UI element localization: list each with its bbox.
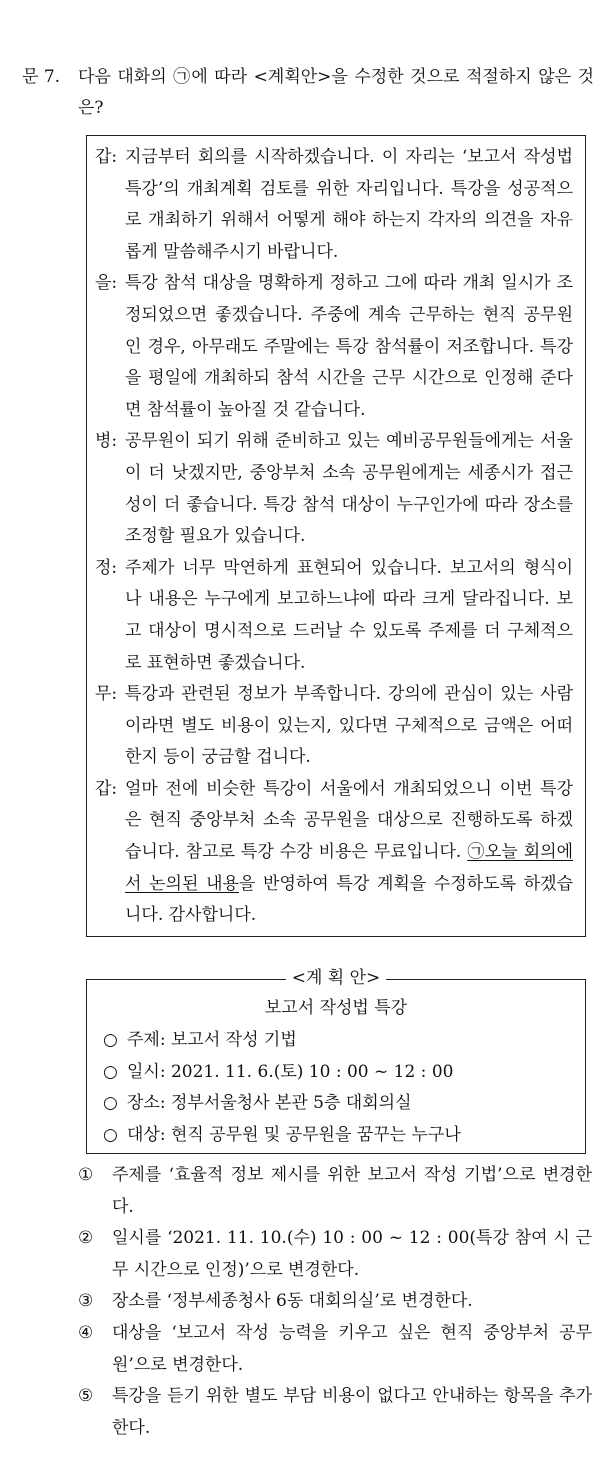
plan-item [103, 1057, 575, 1089]
question-header [22, 62, 594, 124]
speaker-label: 을: [95, 273, 118, 294]
dialogue-box [86, 135, 586, 937]
dialogue-turn [95, 142, 573, 268]
plan-items [103, 1025, 575, 1151]
dialogue-turn [95, 268, 573, 426]
plan-heading-text: <계 획 안> [286, 968, 387, 988]
plan-item-text: 장소: 정부서울청사 본관 5층 대회의실 [127, 1093, 412, 1113]
plan-heading [87, 966, 585, 990]
underlined-phrase: ㉠오늘 회의에서 논의된 내용 [125, 842, 574, 894]
dialogue-turn [95, 426, 573, 552]
option-text: 일시를 ‘2021. 11. 10.(수) 10 : 00 ~ 12 : 00(특강 참여 시 근무 시간으로 인정)’으로 변경한다. [112, 1228, 592, 1280]
speech-text-part: 얼마 전에 비슷한 특강이 서울에서 개최되었으니 이번 특강은 현직 중앙부처 소속 공무원을 대상으로 진행하도록 하겠습니다. 참고로 특강 수강 비용은 무료입니다. [125, 778, 573, 863]
option-marker: ④ [78, 1322, 94, 1343]
plan-item-text: 일시: 2021. 11. 6.(토) 10 : 00 ~ 12 : 00 [127, 1061, 454, 1082]
plan-item-text: 주제: 보고서 작성 기법 [127, 1030, 297, 1050]
dialogue-turn [95, 774, 573, 932]
answer-option-5[interactable] [78, 1381, 592, 1444]
option-text: 대상을 ‘보고서 작성 능력을 키우고 싶은 현직 중앙부처 공무원’으로 변경한다. [112, 1322, 592, 1375]
option-marker: ⑤ [78, 1386, 94, 1407]
speech-text: 특강 참석 대상을 명확하게 정하고 그에 따라 개최 일시가 조정되었으면 좋겠습니다. 주중에 계속 근무하는 현직 공무원인 경우, 아무래도 주말에는 특강 참석률이 저조합니다. 특강을 평일에 개최하되 참석 시간을 근무 시간으로 인정해 준다면 참석률이 높아질 것 같습니다. [125, 273, 573, 420]
option-marker: ① [78, 1165, 94, 1185]
option-marker: ③ [78, 1291, 94, 1312]
answer-option-2[interactable] [78, 1223, 592, 1286]
bullet-icon: ○ [103, 1124, 118, 1145]
speaker-label: 정: [95, 557, 118, 578]
speaker-label: 갑: [95, 147, 118, 167]
plan-title: 보고서 작성법 특강 [264, 998, 408, 1018]
speaker-label: 갑: [95, 778, 118, 799]
bullet-icon: ○ [103, 1030, 118, 1050]
speaker-label: 무: [95, 684, 118, 705]
speech-text: 주제가 너무 막연하게 표현되어 있습니다. 보고서의 형식이나 내용은 누구에게 보고하느냐에 따라 크게 달라집니다. 보고 대상이 명시적으로 드러날 수 있도록 주제를 더 구체적으로 표현하면 좋겠습니다. [125, 557, 573, 673]
dialogue-turn [95, 679, 573, 774]
dialogue-turn [95, 553, 573, 679]
speech-text: 특강과 관련된 정보가 부족합니다. 강의에 관심이 있는 사람이라면 별도 비용이 있는지, 있다면 구체적으로 금액은 어떠한지 등이 궁금할 겁니다. [125, 684, 573, 768]
speaker-label: 병: [95, 431, 118, 452]
answer-option-3[interactable] [78, 1286, 592, 1318]
bullet-icon: ○ [103, 1061, 118, 1082]
plan-item [103, 1120, 575, 1152]
option-marker: ② [78, 1228, 94, 1249]
answer-option-1[interactable] [78, 1160, 592, 1223]
answer-option-4[interactable] [78, 1318, 592, 1381]
speech-text: 공무원이 되기 위해 준비하고 있는 예비공무원들에게는 서울이 더 낫겠지만, 중앙부처 소속 공무원에게는 세종시가 접근성이 더 좋습니다. 특강 참석 대상이 누구인가에 따라 장소를 조정할 필요가 있습니다. [125, 431, 573, 547]
question-text: 다음 대화의 ㉠에 따라 <계획안>을 수정한 것으로 적절하지 않은 것은? [78, 67, 594, 118]
plan-item [103, 1088, 575, 1120]
question-number: 문 7. [22, 67, 61, 87]
speech-text [125, 774, 573, 932]
bullet-icon: ○ [103, 1093, 118, 1113]
option-text: 장소를 ‘정부세종청사 6동 대회의실’로 변경한다. [112, 1291, 473, 1312]
plan-item [103, 1025, 575, 1057]
speech-text: 지금부터 회의를 시작하겠습니다. 이 자리는 ‘보고서 작성법 특강’의 개최계획 검토를 위한 자리입니다. 특강을 성공적으로 개최하기 위해서 어떻게 해야 하는지 각자의 의견을 자유롭게 말씀해주시기 바랍니다. [125, 147, 573, 262]
plan-box [86, 968, 586, 1154]
question [22, 62, 594, 124]
speech-text-part: 을 반영하여 특강 계획을 수정하도록 하겠습니다. 감사합니다. [125, 873, 573, 926]
plan-item-text: 대상: 현직 공무원 및 공무원을 꿈꾸는 누구나 [127, 1124, 461, 1145]
answer-options [78, 1160, 592, 1444]
option-text: 특강을 듣기 위한 별도 부담 비용이 없다고 안내하는 항목을 추가한다. [112, 1386, 592, 1438]
option-text: 주제를 ‘효율적 정보 제시를 위한 보고서 작성 기법’으로 변경한다. [112, 1165, 592, 1217]
